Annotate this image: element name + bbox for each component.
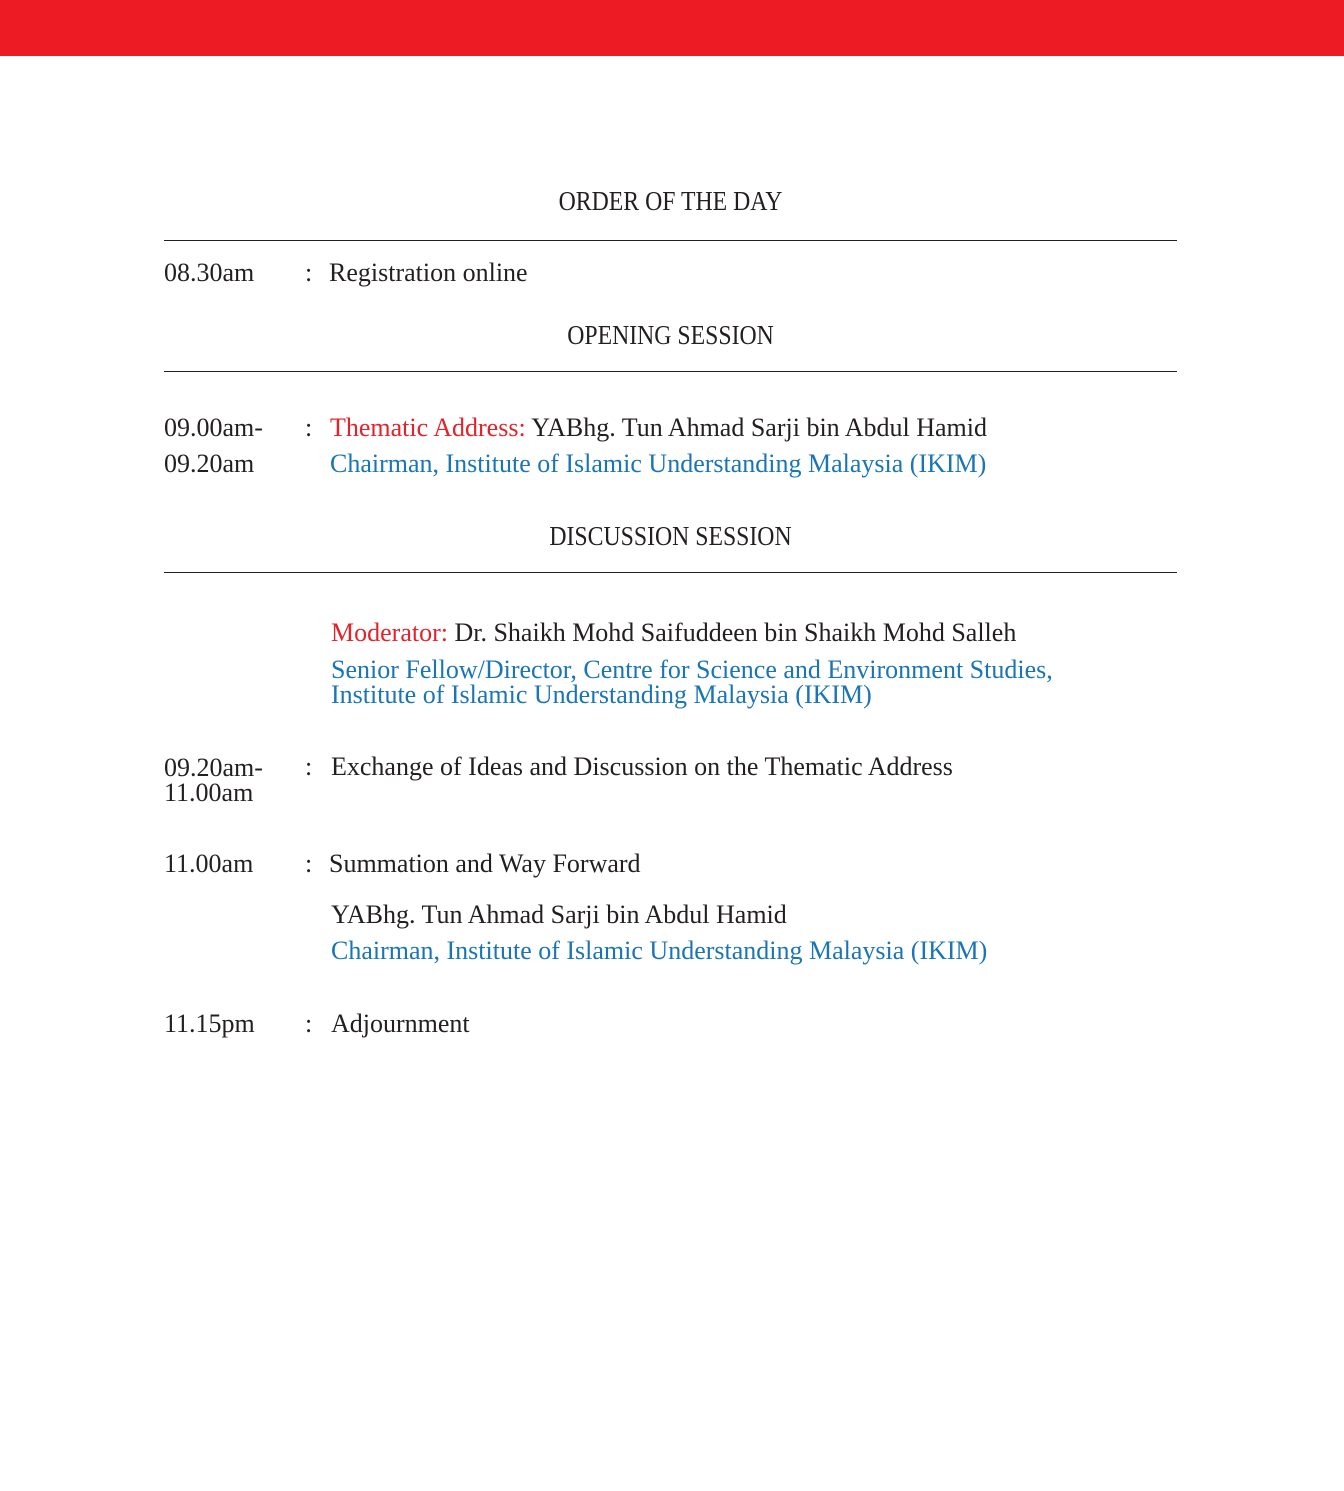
summation-time: 11.00am — [164, 849, 254, 878]
page-title: ORDER OF THE DAY — [558, 186, 783, 216]
moderator-affiliation-line1: Senior Fellow/Director, Centre for Science and Environment Studies, — [331, 655, 1053, 684]
registration-colon: : — [305, 258, 313, 287]
discussion-session-heading: DISCUSSION SESSION — [549, 521, 792, 551]
registration-time: 08.30am — [164, 258, 255, 287]
thematic-address-label: Thematic Address: — [330, 413, 526, 442]
top-red-bar — [0, 0, 1344, 56]
thematic-colon: : — [305, 413, 313, 442]
moderator-line — [331, 618, 1016, 648]
adjournment-time: 11.15pm — [164, 1009, 255, 1038]
discussion-session-divider — [164, 572, 1177, 573]
adjournment-colon: : — [305, 1009, 313, 1038]
opening-session-heading: OPENING SESSION — [567, 320, 774, 350]
exchange-colon: : — [305, 752, 313, 781]
moderator-label: Moderator: — [331, 618, 448, 647]
thematic-affiliation: Chairman, Institute of Islamic Understanding Malaysia (IKIM) — [330, 449, 987, 478]
summation-affiliation: Chairman, Institute of Islamic Understanding Malaysia (IKIM) — [331, 936, 988, 965]
thematic-line — [330, 413, 987, 443]
thematic-time-end: 09.20am — [164, 449, 255, 478]
summation-text: Summation and Way Forward — [329, 849, 641, 878]
moderator-affiliation-line2: Institute of Islamic Understanding Malaysia (IKIM) — [331, 680, 872, 709]
moderator-name: Dr. Shaikh Mohd Saifuddeen bin Shaikh Mohd Salleh — [454, 618, 1017, 647]
summation-speaker: YABhg. Tun Ahmad Sarji bin Abdul Hamid — [331, 900, 787, 929]
title-divider — [164, 240, 1177, 241]
summation-colon: : — [305, 849, 313, 878]
exchange-time-start: 09.20am- — [164, 753, 263, 782]
opening-session-divider — [164, 371, 1177, 372]
thematic-time-start: 09.00am- — [164, 413, 263, 442]
exchange-time-end: 11.00am — [164, 778, 254, 807]
registration-text: Registration online — [329, 258, 528, 287]
thematic-speaker: YABhg. Tun Ahmad Sarji bin Abdul Hamid — [531, 413, 988, 442]
exchange-text: Exchange of Ideas and Discussion on the Thematic Address — [331, 752, 953, 781]
adjournment-text: Adjournment — [331, 1009, 470, 1038]
